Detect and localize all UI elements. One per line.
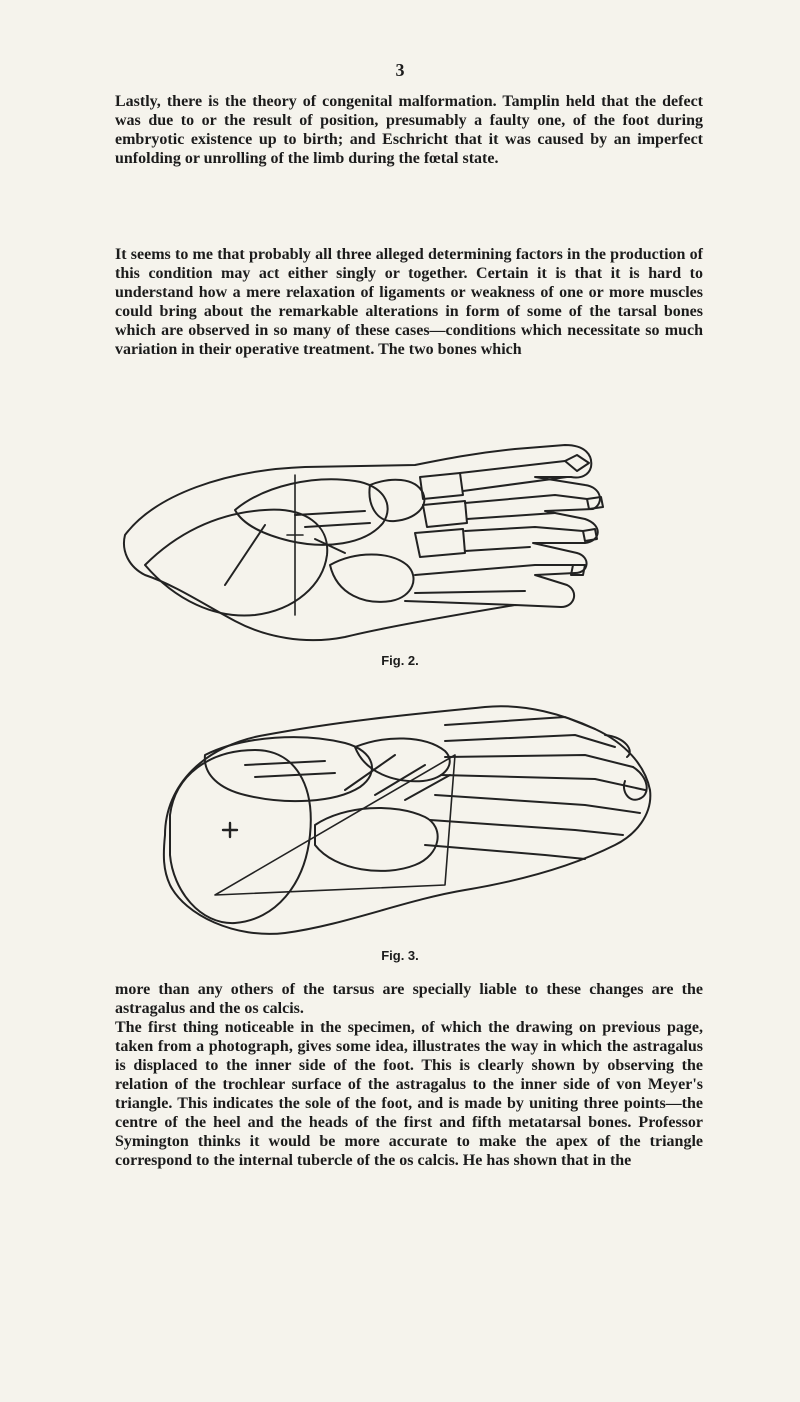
fig2-cuneiform [423, 501, 467, 527]
fig2-metatarsal [460, 461, 565, 473]
paragraph-tarsus-bones: more than any others of the tarsus are specially liable to these changes are the astragalus and the os calcis. [115, 981, 703, 1017]
fig2-foot-outline [124, 445, 600, 640]
fig3-astragalus [205, 737, 372, 801]
fig2-phalanx [583, 529, 597, 541]
fig2-metatarsal [415, 591, 525, 593]
fig3-metatarsal [435, 795, 640, 813]
fig2-cuboid [330, 555, 414, 602]
fig2-metatarsal [465, 495, 587, 503]
fig2-cuneiform [420, 473, 463, 499]
page-number: 3 [395, 60, 405, 80]
figure-2-foot-drawing [115, 415, 695, 650]
fig3-metatarsal [430, 820, 623, 835]
fig3-meyer-triangle [215, 755, 455, 895]
fig3-metatarsal [445, 755, 633, 767]
fig2-phalanx [565, 455, 589, 471]
fig2-metatarsal [465, 527, 583, 531]
figure-2-caption: Fig. 2. [381, 653, 419, 668]
figure-3-foot-drawing [145, 695, 665, 940]
fig3-cross-marker [223, 823, 237, 837]
fig2-phalanx [587, 497, 603, 509]
fig3-metatarsal [445, 735, 615, 747]
fig3-metatarsal [441, 775, 645, 790]
fig2-metatarsal [463, 477, 567, 491]
paragraph-congenital-malformation: Lastly, there is the theory of congenital malformation. Tamplin held that the defect was due to or the result of position, presumably a faulty one, of the foot during embryotic existence up to birth; and Eschricht that it was caused by an imperfect unfolding or unrolling of the limb during the fœtal state. [115, 93, 703, 167]
paragraph-specimen-description: The first thing noticeable in the specimen, of which the drawing on previous page, taken from a photograph, gives some idea, illustrates the way in which the astragalus is displaced to the inner side of the foot. This is clearly shown by observing the relation of the trochlear surface of the astragalus to the inner side of von Meyer's triangle. This indicates the sole of the foot, and is made by uniting three points—the centre of the heel and the heads of the first and fifth metatarsal bones. Professor Symington thinks it would be more accurate to make the apex of the triangle correspond to the internal tubercle of the os calcis. He has shown that in the [115, 1019, 703, 1169]
fig2-calcaneus [145, 510, 327, 616]
fig3-cuboid [315, 808, 438, 871]
fig2-navicular [369, 480, 424, 521]
fig3-foot-outline [164, 706, 650, 934]
fig2-metatarsal [405, 601, 515, 605]
fig2-cuneiform [415, 529, 465, 557]
fig2-metatarsal [467, 513, 555, 519]
figure-3-caption: Fig. 3. [381, 948, 419, 963]
fig2-metatarsal [465, 547, 530, 551]
fig3-metatarsal [425, 845, 585, 859]
paragraph-determining-factors: It seems to me that probably all three alleged determining factors in the production of this condition may act either singly or together. Certain it is that it is hard to understand how a mere relaxation of ligaments or weakness of one or more muscles could bring about the remarkable alterations in form of some of the tarsal bones which are observed in so many of these cases—conditions which necessitate so much variation in their operative treatment. The two bones which [115, 246, 703, 358]
